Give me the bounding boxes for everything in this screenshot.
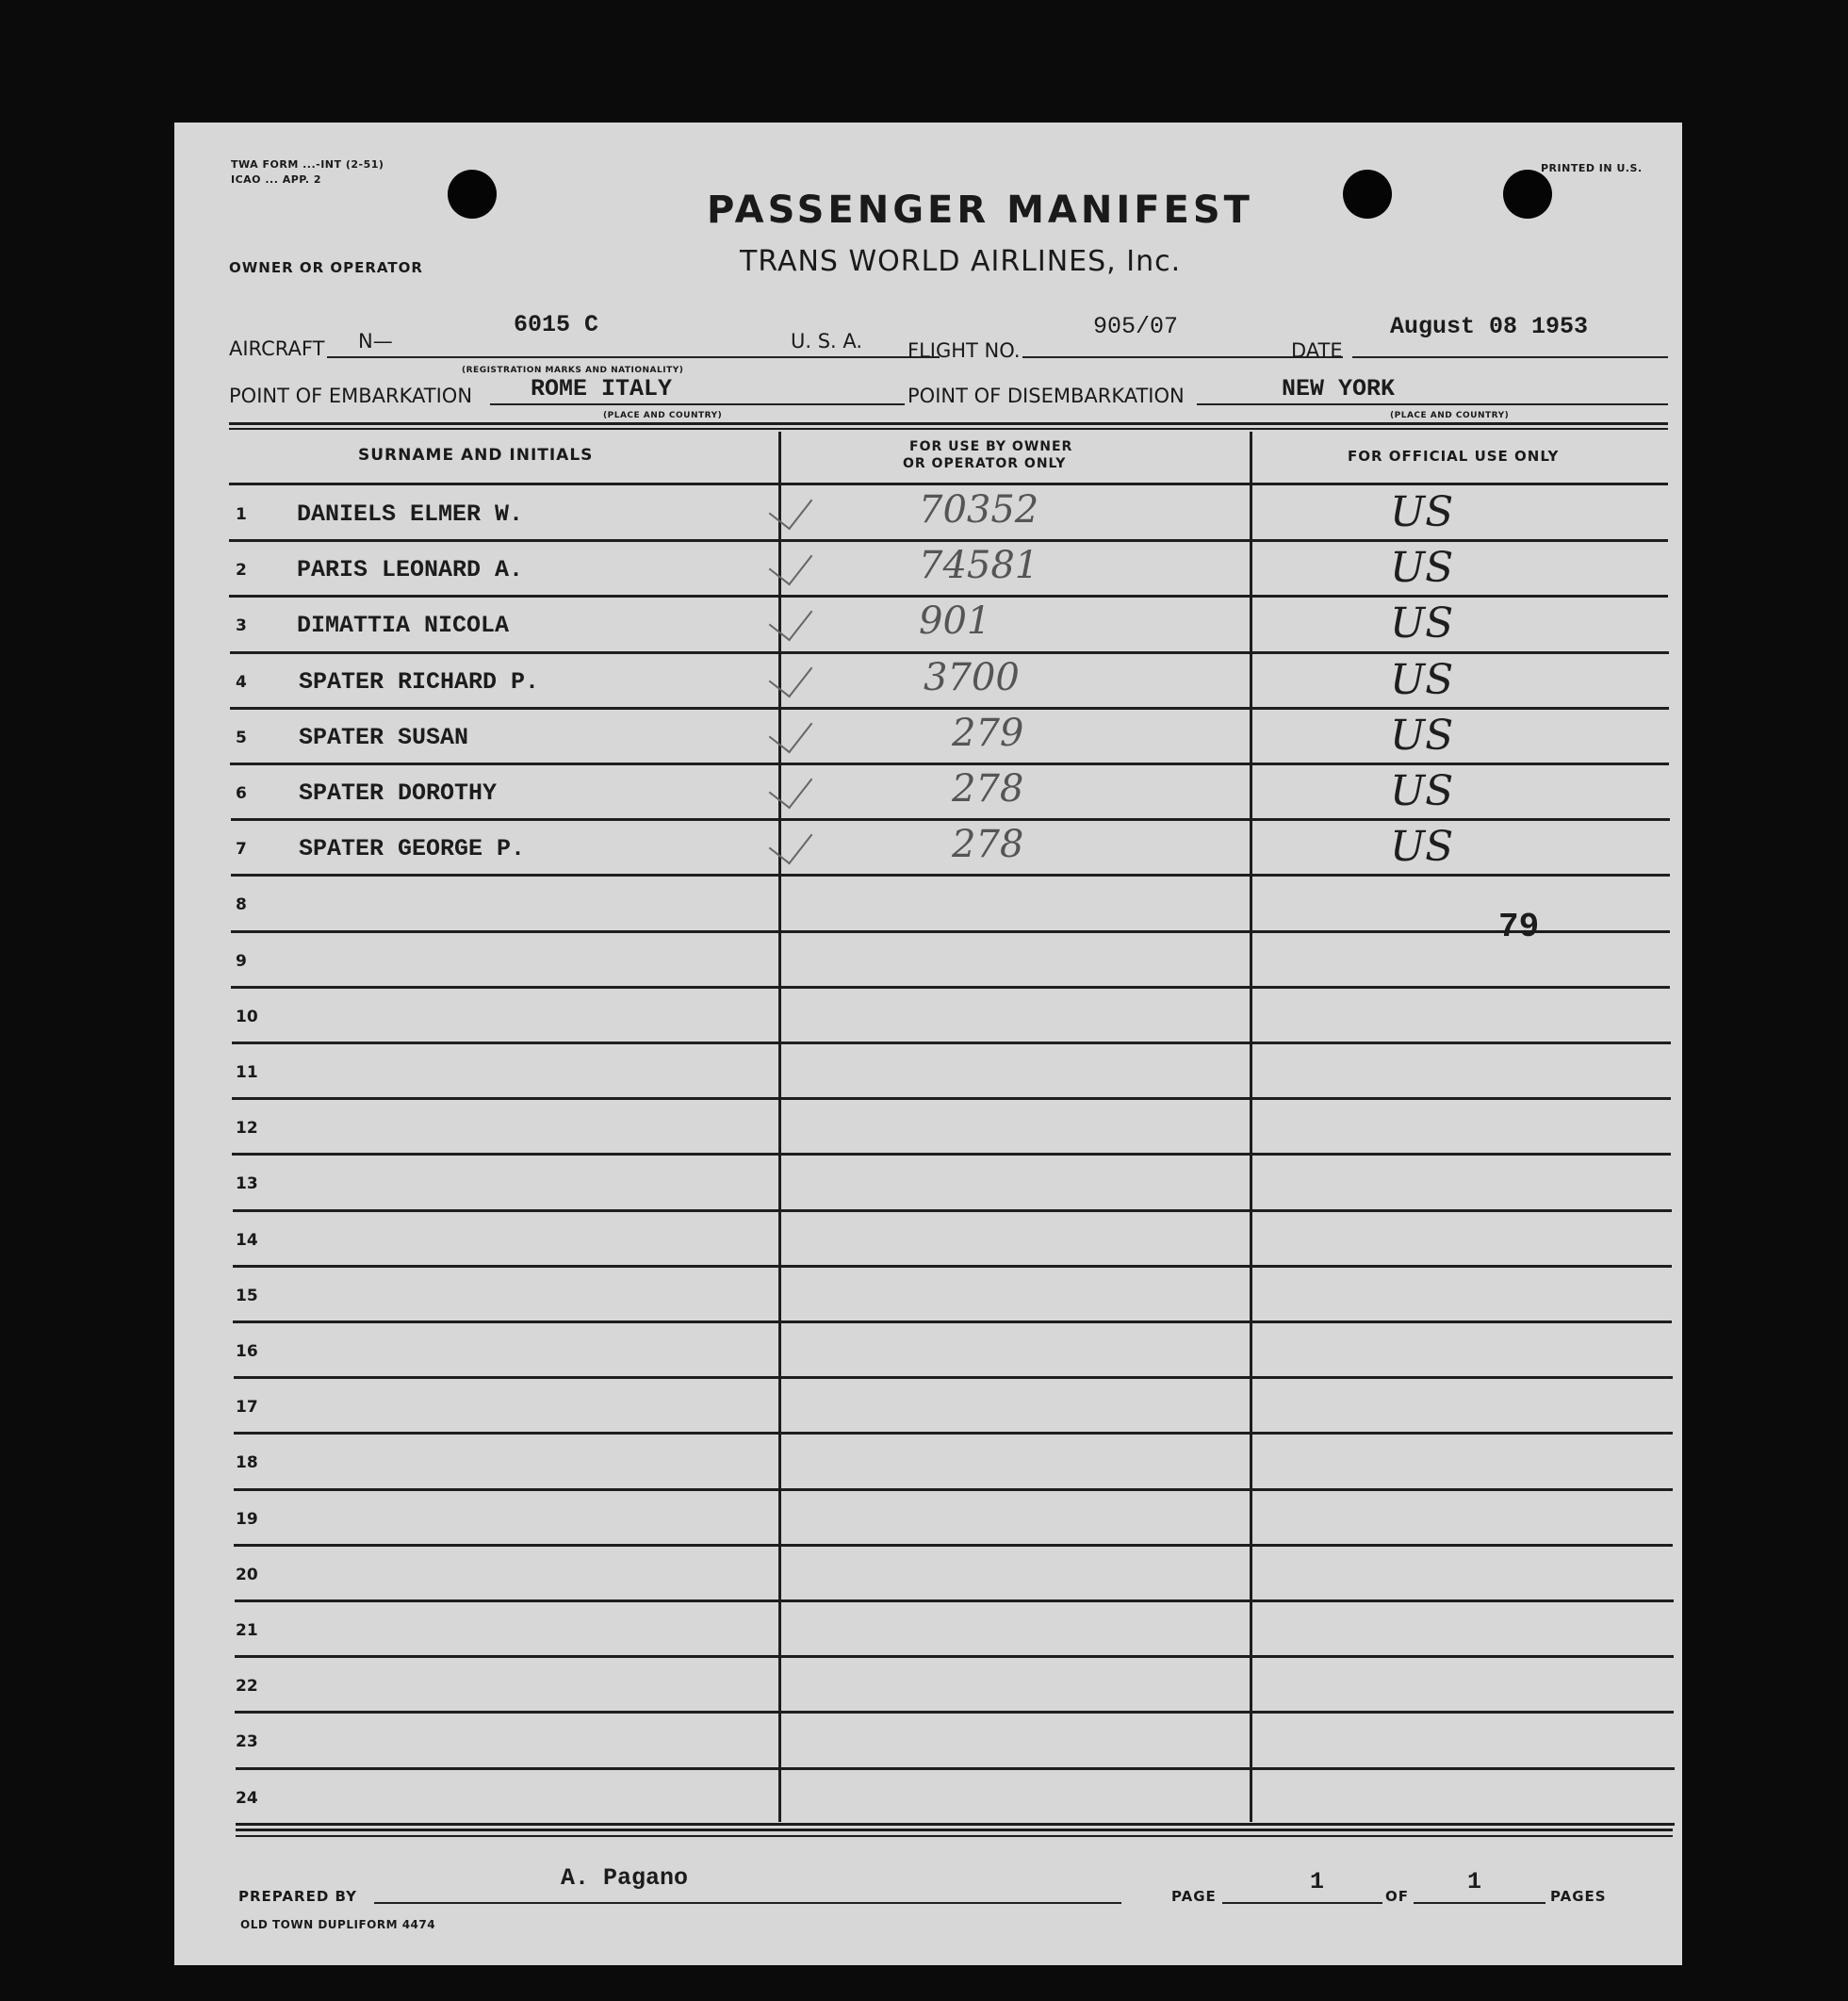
row-number: 16	[236, 1342, 258, 1361]
embarkation-label: POINT OF EMBARKATION	[229, 385, 473, 407]
column-header-owner-use-2: OR OPERATOR ONLY	[903, 456, 1067, 471]
printer-mark: OLD TOWN DUPLIFORM 4474	[240, 1918, 436, 1931]
owner-use-value: 901	[919, 599, 991, 644]
prepared-by-value: A. Pagano	[561, 1864, 689, 1892]
embarkation-underline	[490, 403, 905, 405]
row-rule	[233, 1265, 1672, 1268]
row-rule	[235, 1655, 1674, 1658]
row-rule	[235, 1711, 1674, 1714]
row-number: 23	[236, 1732, 258, 1752]
row-number: 4	[236, 672, 247, 692]
row-number: 10	[236, 1007, 258, 1026]
row-rule	[229, 539, 1668, 542]
owner-use-value: 278	[952, 823, 1024, 867]
owner-use-value: 74581	[919, 544, 1039, 588]
checkmark-icon	[769, 540, 813, 586]
checkmark-icon	[769, 707, 813, 753]
official-use-value: US	[1390, 767, 1454, 815]
row-rule	[236, 1823, 1675, 1826]
row-rule	[234, 1376, 1673, 1379]
flight-label: FLIGHT NO.	[908, 339, 1021, 362]
page-label: PAGE	[1171, 1888, 1217, 1905]
row-number: 3	[236, 616, 247, 636]
page-value: 1	[1310, 1868, 1325, 1895]
punch-hole	[448, 170, 497, 219]
disembarkation-label: POINT OF DISEMBARKATION	[908, 385, 1185, 407]
column-divider	[1250, 432, 1252, 1822]
official-use-value: US	[1390, 599, 1454, 648]
row-number: 2	[236, 561, 247, 581]
pages-label: PAGES	[1550, 1888, 1607, 1905]
header-bottom-rule	[229, 483, 1668, 485]
passenger-name: SPATER RICHARD P.	[299, 667, 540, 696]
disembarkation-underline	[1197, 403, 1668, 405]
table-top-rule	[229, 422, 1668, 425]
aircraft-prefix: N—	[358, 330, 393, 353]
form-code-line1: TWA FORM ...-INT (2-51)	[231, 158, 384, 171]
row-rule	[234, 1488, 1673, 1491]
prepared-by-underline	[374, 1902, 1121, 1904]
row-number: 12	[236, 1119, 258, 1139]
form-code-line2: ICAO ... APP. 2	[231, 173, 322, 186]
disembarkation-value: NEW YORK	[1282, 375, 1396, 402]
checkmark-icon	[769, 763, 813, 810]
manifest-page	[174, 123, 1682, 1965]
row-number: 15	[236, 1286, 258, 1305]
row-rule	[233, 1209, 1672, 1212]
row-number: 7	[236, 840, 247, 860]
row-number: 8	[236, 895, 247, 915]
official-use-value: US	[1390, 711, 1454, 760]
row-rule	[234, 1432, 1673, 1435]
punch-hole	[1503, 170, 1552, 219]
owner-label: OWNER OR OPERATOR	[229, 259, 423, 276]
official-use-value: US	[1390, 544, 1454, 593]
table-bottom-rule	[236, 1829, 1673, 1831]
prepared-by-label: PREPARED BY	[238, 1888, 357, 1905]
aircraft-label: AIRCRAFT	[229, 337, 325, 360]
row-number: 5	[236, 728, 247, 747]
row-rule	[232, 1042, 1671, 1044]
passenger-name: DANIELS ELMER W.	[297, 500, 524, 528]
date-label: DATE	[1291, 339, 1343, 362]
row-number: 21	[236, 1621, 258, 1640]
row-number: 17	[236, 1398, 258, 1418]
passenger-name: PARIS LEONARD A.	[297, 556, 524, 584]
row-rule	[229, 595, 1668, 598]
row-rule	[230, 763, 1669, 765]
row-rule	[232, 1153, 1671, 1156]
owner-use-value: 279	[952, 711, 1024, 755]
row-number: 22	[236, 1677, 258, 1697]
embarkation-value: ROME ITALY	[531, 375, 673, 402]
row-number: 1	[236, 505, 247, 524]
checkmark-icon	[769, 651, 813, 697]
column-header-owner-use-1: FOR USE BY OWNER	[909, 439, 1073, 454]
row-rule	[234, 1544, 1673, 1547]
column-header-official: FOR OFFICIAL USE ONLY	[1348, 448, 1560, 465]
aircraft-underline	[327, 356, 940, 358]
disembarkation-caption: (PLACE AND COUNTRY)	[1390, 411, 1510, 420]
official-use-value: US	[1390, 655, 1454, 704]
row-rule	[231, 930, 1670, 933]
row-number: 19	[236, 1509, 258, 1529]
aircraft-caption: (REGISTRATION MARKS AND NATIONALITY)	[462, 366, 684, 375]
row-rule	[231, 818, 1670, 821]
date-underline	[1352, 356, 1668, 358]
row-rule	[230, 707, 1669, 710]
row-rule	[232, 1097, 1671, 1100]
row-number: 18	[236, 1453, 258, 1473]
row-number: 20	[236, 1565, 258, 1584]
row-number: 14	[236, 1230, 258, 1250]
row-number: 9	[236, 951, 247, 971]
checkmark-icon	[769, 819, 813, 865]
row-number: 6	[236, 784, 247, 803]
of-underline	[1414, 1902, 1545, 1904]
column-header-surname: SURNAME AND INITIALS	[358, 446, 594, 465]
aircraft-nationality: U. S. A.	[791, 330, 863, 353]
owner-value: TRANS WORLD AIRLINES, Inc.	[740, 245, 1182, 278]
row-rule	[233, 1320, 1672, 1323]
column-divider	[778, 432, 781, 1822]
flight-value: 905/07	[1093, 313, 1179, 340]
of-label: OF	[1385, 1888, 1409, 1905]
row-number: 24	[236, 1788, 258, 1808]
official-use-value: US	[1390, 488, 1454, 536]
row-rule	[230, 651, 1669, 654]
row-rule	[231, 874, 1670, 877]
passenger-name: SPATER GEORGE P.	[299, 835, 526, 863]
checkmark-icon	[769, 484, 813, 531]
row-rule	[235, 1599, 1674, 1602]
row-rule	[236, 1767, 1675, 1770]
stamp-number: 79	[1498, 908, 1540, 946]
checkmark-icon	[769, 596, 813, 642]
aircraft-registration: 6015 C	[514, 311, 599, 338]
row-number: 11	[236, 1063, 258, 1082]
official-use-value: US	[1390, 823, 1454, 872]
passenger-name: DIMATTIA NICOLA	[297, 612, 510, 640]
table-top-rule-2	[229, 428, 1668, 430]
passenger-name: SPATER DOROTHY	[299, 779, 498, 807]
row-rule	[231, 986, 1670, 989]
page-title: PASSENGER MANIFEST	[707, 189, 1253, 232]
owner-use-value: 278	[952, 767, 1024, 811]
page-underline	[1222, 1902, 1382, 1904]
owner-use-value: 3700	[924, 655, 1020, 699]
table-bottom-rule-2	[236, 1835, 1673, 1837]
date-value: August 08 1953	[1390, 313, 1589, 340]
embarkation-caption: (PLACE AND COUNTRY)	[603, 411, 723, 420]
passenger-name: SPATER SUSAN	[299, 723, 469, 751]
printed-in-label: PRINTED IN U.S.	[1541, 162, 1643, 174]
of-value: 1	[1467, 1868, 1482, 1895]
row-number: 13	[236, 1174, 258, 1194]
owner-use-value: 70352	[919, 488, 1039, 532]
punch-hole	[1343, 170, 1392, 219]
